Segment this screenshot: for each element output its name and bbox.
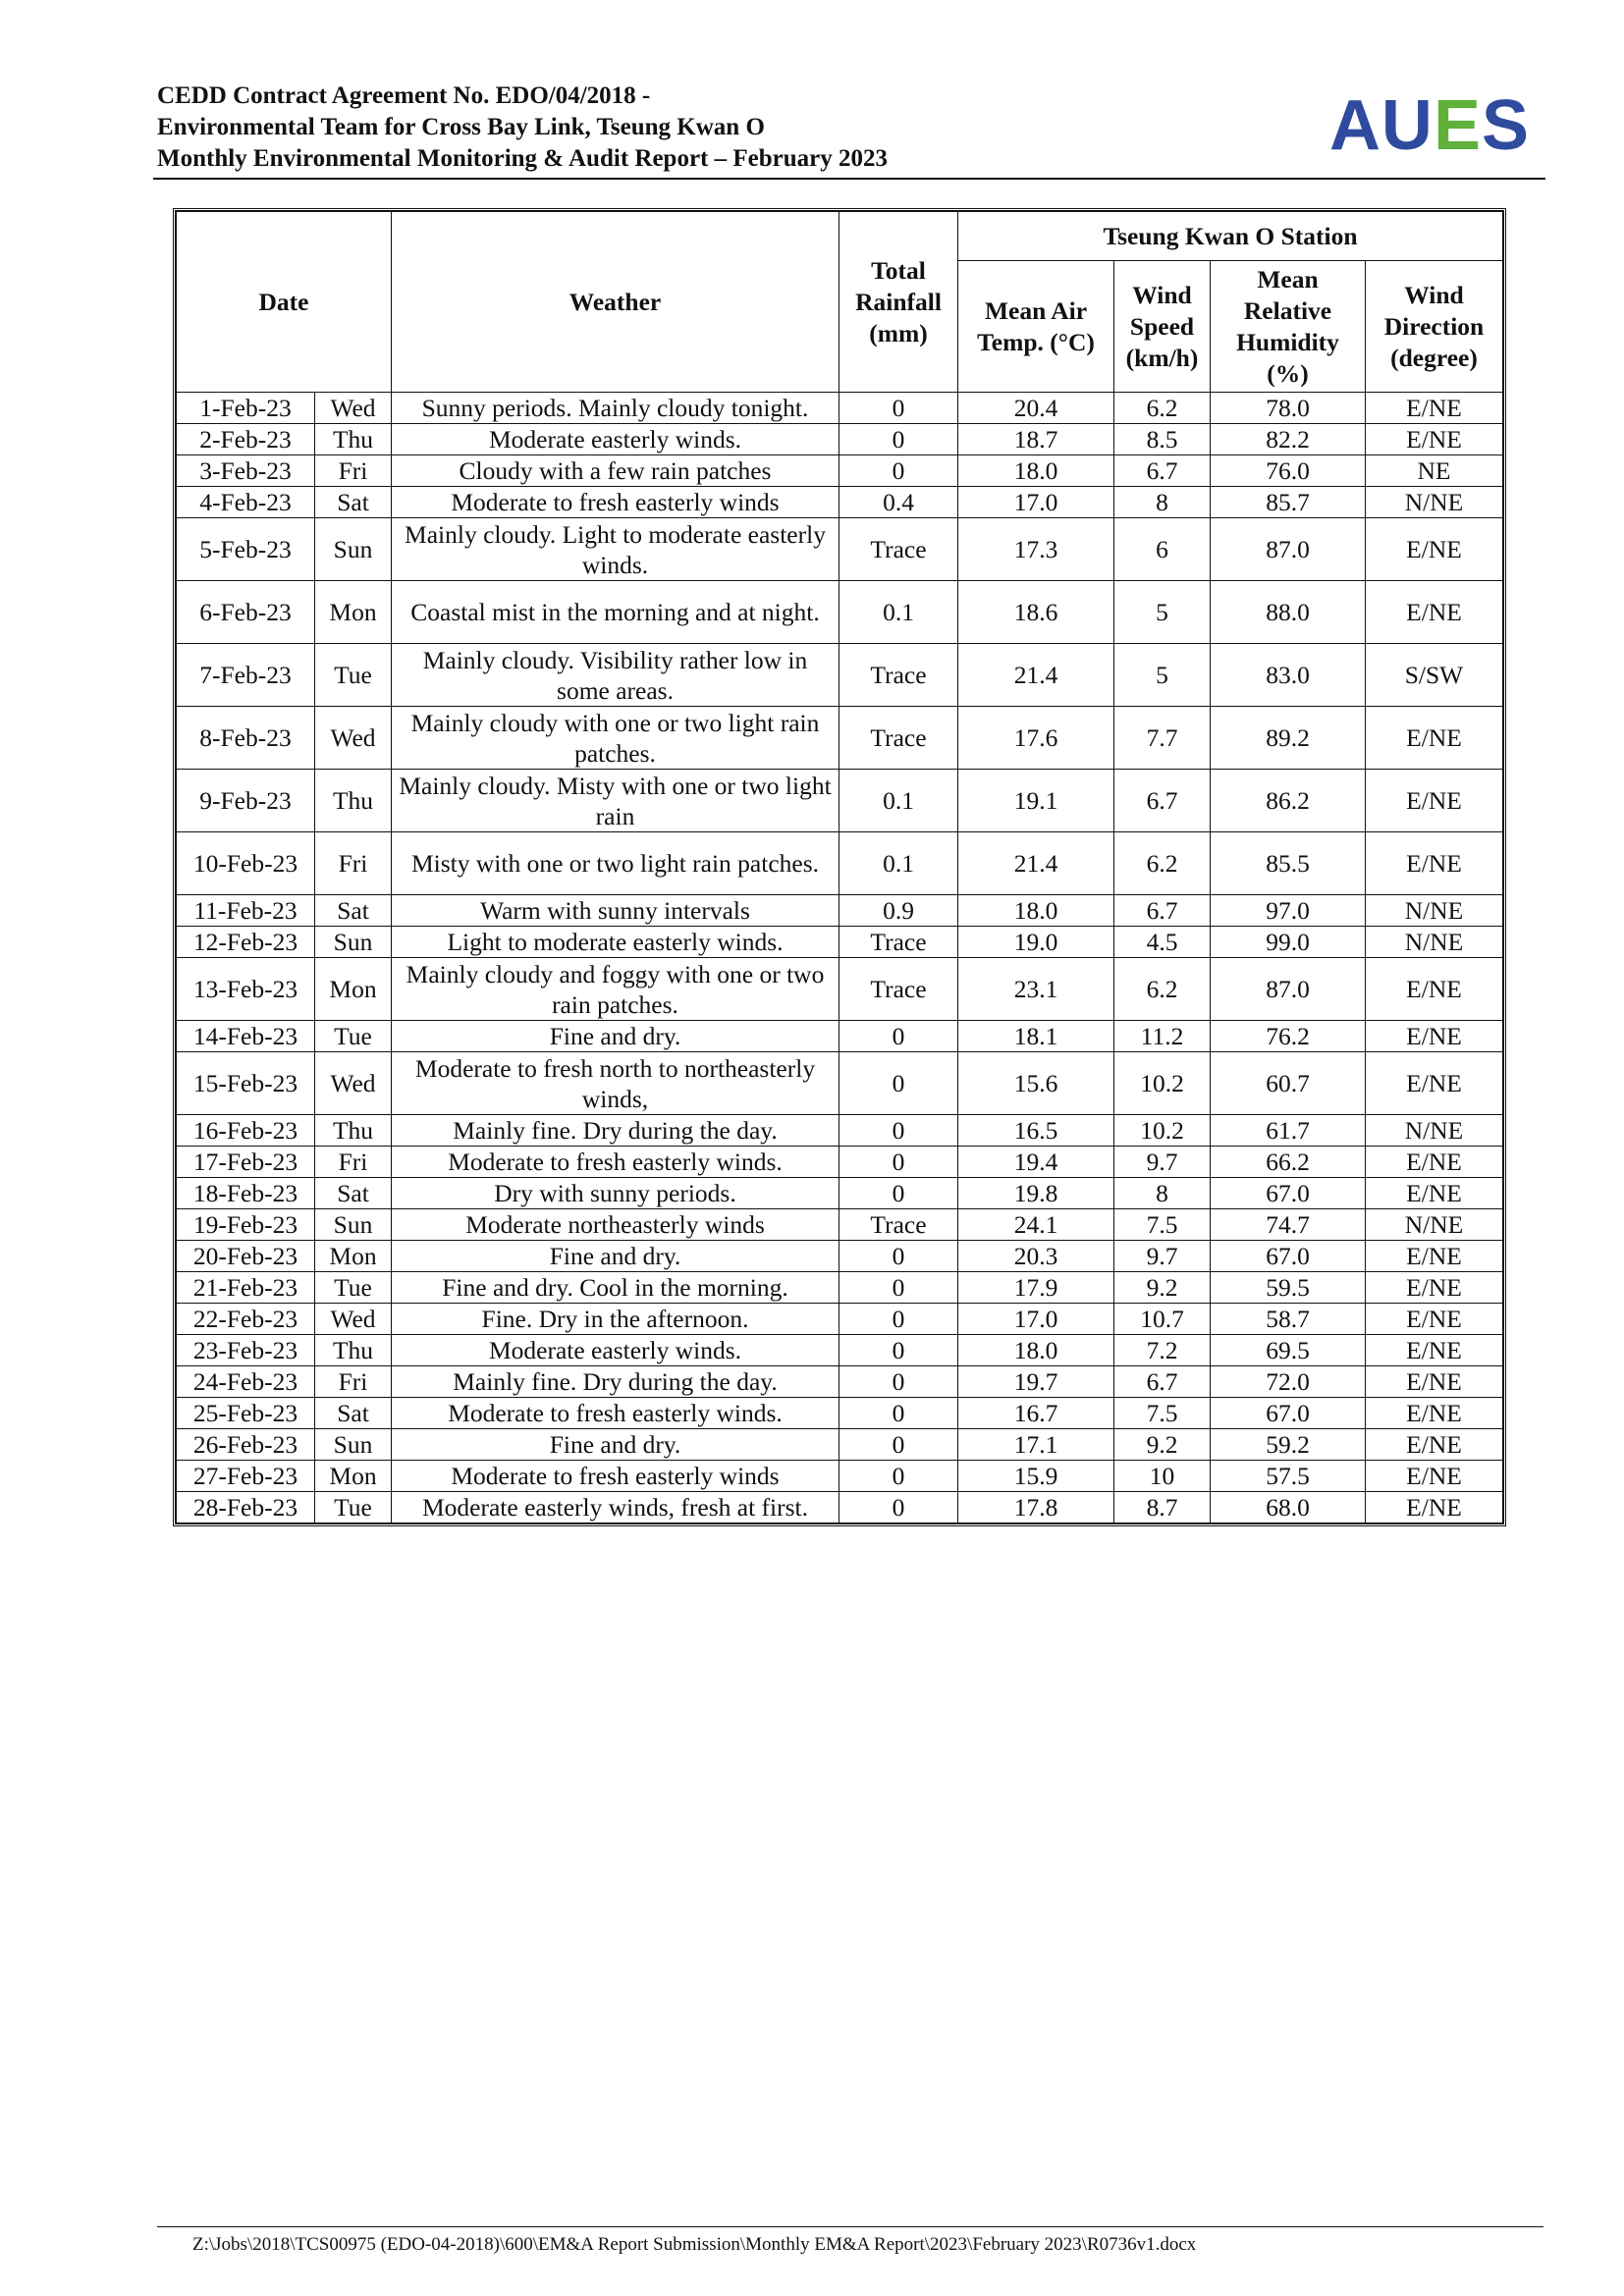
cell-weather: Mainly fine. Dry during the day. [392,1115,839,1147]
cell-day: Thu [315,1335,392,1366]
cell-rainfall: 0 [839,1021,958,1052]
cell-temp: 19.0 [958,927,1114,958]
table-row [177,1492,1503,1523]
cell-temp: 17.3 [958,518,1114,581]
weather-table-frame [173,208,1506,1526]
cell-date: 14-Feb-23 [177,1021,315,1052]
cell-temp: 15.6 [958,1052,1114,1115]
cell-wind-speed: 10.2 [1114,1052,1211,1115]
cell-wind-speed: 10.7 [1114,1304,1211,1335]
cell-humidity: 85.5 [1211,832,1366,895]
cell-date: 5-Feb-23 [177,518,315,581]
weather-table [176,211,1503,1523]
cell-day: Sat [315,487,392,518]
logo-letters-au: AU [1328,86,1434,165]
cell-wind-speed: 9.7 [1114,1147,1211,1178]
cell-temp: 20.4 [958,393,1114,424]
cell-date: 26-Feb-23 [177,1429,315,1461]
cell-rainfall: 0 [839,1052,958,1115]
cell-date: 1-Feb-23 [177,393,315,424]
cell-rainfall: 0 [839,1398,958,1429]
cell-humidity: 78.0 [1211,393,1366,424]
header-wind-speed: Wind Speed (km/h) [1114,261,1211,393]
cell-wind-speed: 7.2 [1114,1335,1211,1366]
cell-rainfall: 0 [839,1241,958,1272]
cell-rainfall: Trace [839,707,958,770]
cell-wind-speed: 4.5 [1114,927,1211,958]
cell-date: 10-Feb-23 [177,832,315,895]
cell-day: Wed [315,393,392,424]
cell-wind-speed: 10 [1114,1461,1211,1492]
cell-rainfall: 0.9 [839,895,958,927]
cell-humidity: 67.0 [1211,1398,1366,1429]
cell-humidity: 87.0 [1211,958,1366,1021]
cell-wind-direction: E/NE [1366,707,1503,770]
cell-rainfall: 0 [839,1492,958,1523]
cell-rainfall: 0 [839,424,958,455]
table-row [177,1335,1503,1366]
cell-humidity: 99.0 [1211,927,1366,958]
cell-humidity: 58.7 [1211,1304,1366,1335]
cell-day: Thu [315,770,392,832]
table-row [177,1461,1503,1492]
cell-rainfall: 0 [839,1304,958,1335]
cell-day: Tue [315,1492,392,1523]
table-row [177,424,1503,455]
table-row [177,832,1503,895]
cell-temp: 18.0 [958,895,1114,927]
cell-rainfall: 0 [839,455,958,487]
cell-temp: 17.0 [958,487,1114,518]
report-line: Monthly Environmental Monitoring & Audit Report – February 2023 [157,145,888,172]
cell-wind-direction: E/NE [1366,1021,1503,1052]
table-row [177,518,1503,581]
cell-weather: Fine and dry. [392,1021,839,1052]
cell-wind-speed: 6.2 [1114,832,1211,895]
header-divider [153,178,1545,180]
header-temp: Mean Air Temp. (°C) [958,261,1114,393]
cell-day: Fri [315,832,392,895]
cell-temp: 24.1 [958,1209,1114,1241]
header-humidity: Mean Relative Humidity (%) [1211,261,1366,393]
cell-wind-speed: 8 [1114,487,1211,518]
cell-temp: 18.1 [958,1021,1114,1052]
cell-weather: Mainly cloudy. Light to moderate easterly winds. [392,518,839,581]
header-station: Tseung Kwan O Station [958,212,1503,261]
cell-weather: Coastal mist in the morning and at night. [392,581,839,644]
cell-wind-speed: 9.7 [1114,1241,1211,1272]
cell-wind-direction: E/NE [1366,581,1503,644]
cell-wind-speed: 8 [1114,1178,1211,1209]
cell-weather: Moderate easterly winds, fresh at first. [392,1492,839,1523]
cell-humidity: 88.0 [1211,581,1366,644]
file-path: Z:\Jobs\2018\TCS00975 (EDO-04-2018)\600\EM&A Report Submission\Monthly EM&A Report\2023\February 2023\R0736v1.docx [192,2234,1197,2255]
cell-temp: 18.6 [958,581,1114,644]
cell-wind-speed: 8.5 [1114,424,1211,455]
table-body [177,393,1503,1523]
cell-date: 28-Feb-23 [177,1492,315,1523]
cell-rainfall: Trace [839,958,958,1021]
cell-day: Tue [315,1272,392,1304]
cell-humidity: 86.2 [1211,770,1366,832]
cell-humidity: 59.2 [1211,1429,1366,1461]
cell-humidity: 67.0 [1211,1241,1366,1272]
cell-rainfall: 0 [839,1461,958,1492]
cell-temp: 18.0 [958,455,1114,487]
table-row [177,1209,1503,1241]
cell-rainfall: 0 [839,1147,958,1178]
cell-rainfall: Trace [839,927,958,958]
cell-wind-speed: 11.2 [1114,1021,1211,1052]
cell-humidity: 89.2 [1211,707,1366,770]
cell-humidity: 85.7 [1211,487,1366,518]
cell-date: 21-Feb-23 [177,1272,315,1304]
cell-rainfall: 0 [839,1272,958,1304]
cell-rainfall: Trace [839,644,958,707]
cell-date: 17-Feb-23 [177,1147,315,1178]
cell-date: 4-Feb-23 [177,487,315,518]
cell-humidity: 66.2 [1211,1147,1366,1178]
cell-wind-direction: E/NE [1366,1335,1503,1366]
table-row [177,1178,1503,1209]
cell-temp: 16.5 [958,1115,1114,1147]
cell-wind-speed: 6.2 [1114,393,1211,424]
cell-weather: Dry with sunny periods. [392,1178,839,1209]
cell-humidity: 82.2 [1211,424,1366,455]
cell-weather: Moderate easterly winds. [392,1335,839,1366]
cell-temp: 17.6 [958,707,1114,770]
cell-wind-direction: E/NE [1366,1178,1503,1209]
cell-wind-speed: 7.5 [1114,1398,1211,1429]
cell-date: 11-Feb-23 [177,895,315,927]
cell-rainfall: 0 [839,1178,958,1209]
cell-wind-direction: E/NE [1366,1272,1503,1304]
table-row [177,1429,1503,1461]
logo-letter-s: S [1481,86,1530,165]
cell-weather: Mainly cloudy with one or two light rain patches. [392,707,839,770]
cell-date: 22-Feb-23 [177,1304,315,1335]
cell-day: Thu [315,424,392,455]
header-weather: Weather [392,212,839,393]
cell-date: 24-Feb-23 [177,1366,315,1398]
cell-date: 2-Feb-23 [177,424,315,455]
cell-rainfall: 0 [839,1115,958,1147]
cell-wind-direction: E/NE [1366,1147,1503,1178]
cell-wind-direction: N/NE [1366,927,1503,958]
contract-line: CEDD Contract Agreement No. EDO/04/2018 - [157,82,651,109]
cell-wind-direction: N/NE [1366,895,1503,927]
cell-humidity: 61.7 [1211,1115,1366,1147]
cell-weather: Moderate to fresh easterly winds [392,487,839,518]
cell-wind-direction: E/NE [1366,424,1503,455]
cell-temp: 18.0 [958,1335,1114,1366]
cell-temp: 19.4 [958,1147,1114,1178]
cell-day: Sun [315,927,392,958]
cell-humidity: 60.7 [1211,1052,1366,1115]
cell-rainfall: 0 [839,1366,958,1398]
header-date: Date [177,212,392,393]
cell-date: 8-Feb-23 [177,707,315,770]
cell-temp: 20.3 [958,1241,1114,1272]
cell-rainfall: 0.4 [839,487,958,518]
cell-humidity: 68.0 [1211,1492,1366,1523]
cell-temp: 18.7 [958,424,1114,455]
cell-temp: 21.4 [958,644,1114,707]
cell-humidity: 97.0 [1211,895,1366,927]
header-wind-direction: Wind Direction (degree) [1366,261,1503,393]
cell-date: 20-Feb-23 [177,1241,315,1272]
cell-humidity: 76.2 [1211,1021,1366,1052]
cell-weather: Fine and dry. Cool in the morning. [392,1272,839,1304]
cell-date: 25-Feb-23 [177,1398,315,1429]
table-row [177,1398,1503,1429]
footer-divider [157,2226,1543,2227]
cell-temp: 17.9 [958,1272,1114,1304]
cell-weather: Misty with one or two light rain patches. [392,832,839,895]
cell-date: 7-Feb-23 [177,644,315,707]
cell-temp: 16.7 [958,1398,1114,1429]
cell-wind-direction: N/NE [1366,1209,1503,1241]
cell-day: Fri [315,455,392,487]
cell-wind-speed: 9.2 [1114,1429,1211,1461]
cell-wind-speed: 5 [1114,581,1211,644]
table-row [177,1147,1503,1178]
cell-wind-direction: E/NE [1366,1492,1503,1523]
cell-day: Mon [315,1461,392,1492]
cell-wind-direction: E/NE [1366,1429,1503,1461]
cell-day: Sat [315,1178,392,1209]
cell-rainfall: 0.1 [839,581,958,644]
aues-logo [1328,86,1530,165]
cell-rainfall: 0 [839,1335,958,1366]
cell-wind-speed: 5 [1114,644,1211,707]
cell-day: Thu [315,1115,392,1147]
cell-day: Tue [315,1021,392,1052]
cell-day: Sat [315,1398,392,1429]
table-row [177,1115,1503,1147]
cell-wind-direction: E/NE [1366,770,1503,832]
table-row [177,707,1503,770]
project-line: Environmental Team for Cross Bay Link, Tseung Kwan O [157,114,765,140]
cell-day: Tue [315,644,392,707]
cell-weather: Sunny periods. Mainly cloudy tonight. [392,393,839,424]
cell-weather: Moderate to fresh easterly winds [392,1461,839,1492]
cell-wind-speed: 6 [1114,518,1211,581]
cell-humidity: 74.7 [1211,1209,1366,1241]
cell-rainfall: 0 [839,393,958,424]
cell-weather: Cloudy with a few rain patches [392,455,839,487]
cell-date: 27-Feb-23 [177,1461,315,1492]
cell-weather: Mainly fine. Dry during the day. [392,1366,839,1398]
cell-day: Sun [315,1429,392,1461]
cell-day: Mon [315,958,392,1021]
cell-date: 12-Feb-23 [177,927,315,958]
cell-date: 9-Feb-23 [177,770,315,832]
cell-wind-direction: E/NE [1366,393,1503,424]
cell-wind-direction: E/NE [1366,958,1503,1021]
cell-wind-speed: 10.2 [1114,1115,1211,1147]
cell-rainfall: 0.1 [839,832,958,895]
table-row [177,455,1503,487]
cell-weather: Moderate to fresh north to northeasterly winds, [392,1052,839,1115]
cell-day: Sun [315,1209,392,1241]
cell-humidity: 76.0 [1211,455,1366,487]
cell-wind-speed: 9.2 [1114,1272,1211,1304]
cell-date: 23-Feb-23 [177,1335,315,1366]
cell-wind-direction: E/NE [1366,1241,1503,1272]
cell-wind-direction: E/NE [1366,518,1503,581]
cell-temp: 21.4 [958,832,1114,895]
cell-weather: Moderate to fresh easterly winds. [392,1147,839,1178]
cell-wind-direction: E/NE [1366,1366,1503,1398]
cell-date: 6-Feb-23 [177,581,315,644]
cell-wind-direction: E/NE [1366,832,1503,895]
table-row [177,1272,1503,1304]
cell-temp: 19.8 [958,1178,1114,1209]
page-header [157,80,1543,179]
cell-wind-speed: 6.2 [1114,958,1211,1021]
cell-wind-speed: 7.5 [1114,1209,1211,1241]
cell-wind-speed: 6.7 [1114,770,1211,832]
cell-temp: 17.1 [958,1429,1114,1461]
cell-day: Sat [315,895,392,927]
cell-humidity: 83.0 [1211,644,1366,707]
cell-wind-speed: 7.7 [1114,707,1211,770]
cell-day: Fri [315,1366,392,1398]
cell-weather: Mainly cloudy and foggy with one or two rain patches. [392,958,839,1021]
cell-humidity: 72.0 [1211,1366,1366,1398]
cell-day: Wed [315,707,392,770]
cell-weather: Fine and dry. [392,1429,839,1461]
table-row [177,1304,1503,1335]
table-row [177,770,1503,832]
cell-temp: 17.0 [958,1304,1114,1335]
cell-day: Wed [315,1052,392,1115]
table-row [177,1241,1503,1272]
table-row [177,927,1503,958]
cell-wind-direction: NE [1366,455,1503,487]
table-row [177,644,1503,707]
cell-weather: Light to moderate easterly winds. [392,927,839,958]
cell-wind-direction: N/NE [1366,487,1503,518]
cell-date: 3-Feb-23 [177,455,315,487]
cell-day: Fri [315,1147,392,1178]
cell-temp: 17.8 [958,1492,1114,1523]
cell-weather: Mainly cloudy. Misty with one or two light rain [392,770,839,832]
cell-rainfall: 0 [839,1429,958,1461]
table-row [177,1021,1503,1052]
cell-humidity: 57.5 [1211,1461,1366,1492]
cell-temp: 15.9 [958,1461,1114,1492]
cell-wind-direction: N/NE [1366,1115,1503,1147]
table-row [177,958,1503,1021]
cell-rainfall: 0.1 [839,770,958,832]
table-row [177,393,1503,424]
cell-humidity: 69.5 [1211,1335,1366,1366]
logo-letter-e: E [1433,86,1482,165]
cell-humidity: 87.0 [1211,518,1366,581]
cell-weather: Moderate easterly winds. [392,424,839,455]
cell-wind-direction: E/NE [1366,1461,1503,1492]
cell-weather: Warm with sunny intervals [392,895,839,927]
cell-weather: Moderate northeasterly winds [392,1209,839,1241]
cell-date: 19-Feb-23 [177,1209,315,1241]
cell-date: 16-Feb-23 [177,1115,315,1147]
cell-day: Sun [315,518,392,581]
cell-temp: 19.1 [958,770,1114,832]
cell-day: Wed [315,1304,392,1335]
table-row [177,487,1503,518]
table-row [177,1052,1503,1115]
cell-date: 13-Feb-23 [177,958,315,1021]
cell-weather: Mainly cloudy. Visibility rather low in some areas. [392,644,839,707]
cell-humidity: 67.0 [1211,1178,1366,1209]
cell-wind-direction: S/SW [1366,644,1503,707]
cell-temp: 19.7 [958,1366,1114,1398]
cell-weather: Moderate to fresh easterly winds. [392,1398,839,1429]
cell-day: Mon [315,581,392,644]
cell-rainfall: Trace [839,518,958,581]
table-row [177,581,1503,644]
cell-wind-speed: 6.7 [1114,1366,1211,1398]
cell-wind-speed: 6.7 [1114,455,1211,487]
table-row [177,1366,1503,1398]
cell-wind-direction: E/NE [1366,1304,1503,1335]
cell-humidity: 59.5 [1211,1272,1366,1304]
cell-wind-direction: E/NE [1366,1398,1503,1429]
cell-temp: 23.1 [958,958,1114,1021]
cell-wind-speed: 8.7 [1114,1492,1211,1523]
table-row [177,895,1503,927]
header-rainfall: Total Rainfall (mm) [839,212,958,393]
cell-rainfall: Trace [839,1209,958,1241]
cell-weather: Fine. Dry in the afternoon. [392,1304,839,1335]
cell-wind-direction: E/NE [1366,1052,1503,1115]
cell-date: 18-Feb-23 [177,1178,315,1209]
cell-day: Mon [315,1241,392,1272]
cell-wind-speed: 6.7 [1114,895,1211,927]
cell-date: 15-Feb-23 [177,1052,315,1115]
cell-weather: Fine and dry. [392,1241,839,1272]
